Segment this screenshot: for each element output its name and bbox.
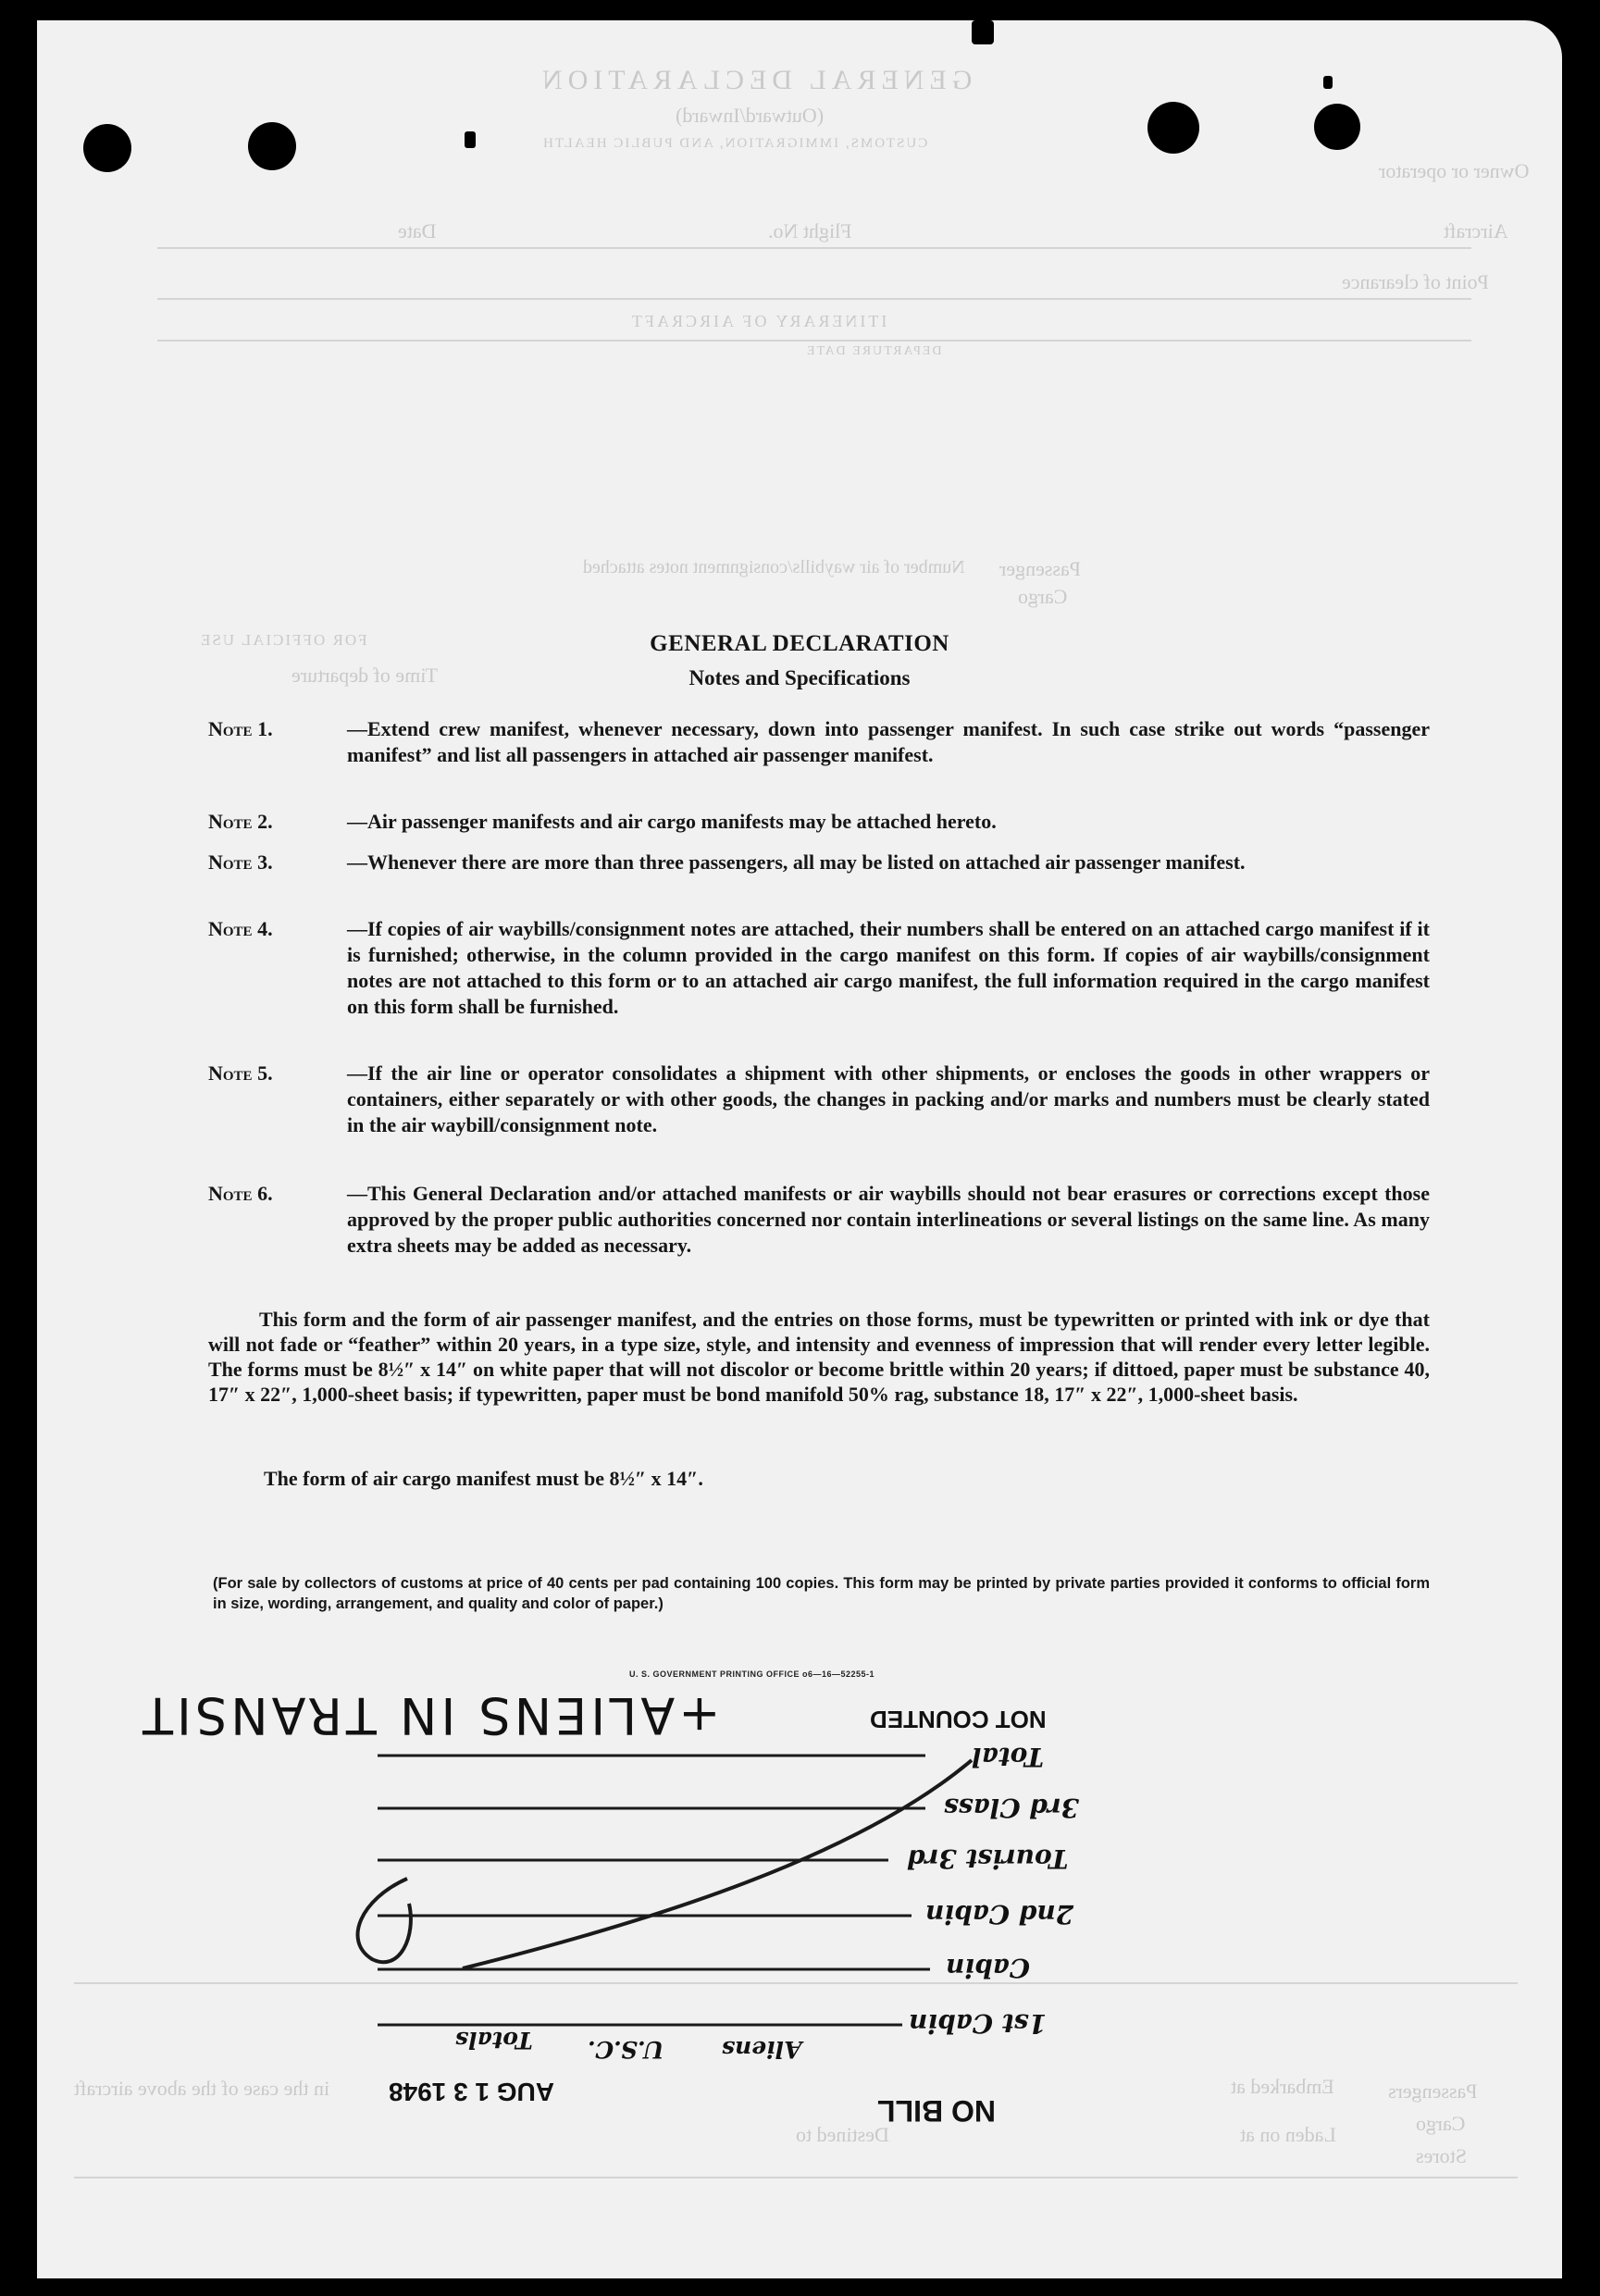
- bleed-rule-1: [157, 247, 1471, 249]
- note-5: [208, 1061, 1430, 1138]
- note-3: [208, 850, 1430, 875]
- bleed-rule-3: [157, 340, 1471, 341]
- note-6: [208, 1181, 1430, 1259]
- bleed-time-of-departure: Time of departure: [291, 664, 439, 687]
- punch-hole-right-1: [1147, 102, 1199, 154]
- note-text: —If copies of air waybills/consignment notes are attached, their numbers shall be entered on an attached cargo manifest if it is furnished; otherwise, in the column provided in the cargo manifest on this form. If copies of air waybills/consignment notes are not attached to this form or to an attached air cargo manifest, the full information required in the cargo manifest on this form shall be furnished.: [347, 917, 1430, 1018]
- declaration-page: [37, 20, 1562, 2278]
- note-label: Note 4.: [208, 917, 273, 940]
- punch-hole-center: [248, 122, 296, 170]
- stamp-third-class: 3rd Class: [944, 1793, 1080, 1823]
- stamp-total: Total: [972, 1742, 1045, 1772]
- bleed-passengers: Passengers: [1388, 2079, 1478, 2103]
- note-label: Note 1.: [208, 717, 273, 740]
- bleed-passenger: Passenger: [999, 557, 1081, 580]
- stamp-usc: U.S.C.: [588, 2036, 664, 2063]
- binding-mark: [972, 20, 994, 44]
- bleed-cargo-2: Cargo: [1416, 2112, 1466, 2135]
- bleed-in-the-case: in the case of the above aircraft: [74, 2077, 330, 2100]
- bleed-cargo: Cargo: [1018, 585, 1068, 608]
- bleed-outward-inward: (Outward/Inward): [676, 104, 825, 127]
- stamp-second-cabin: 2nd Cabin: [925, 1899, 1074, 1930]
- form-specification-paragraph: This form and the form of air passenger manifest, and the entries on those forms, must be typewritten or printed with ink or dye that will not fade or “feather” within 20 years, in a type size, style, and intensity and evenness of impression that will render every letter legible. The forms must be 8½″ x 14″ on white paper that will not discolor or become brittle within 20 years; if dittoed, paper must be substance 40, 17″ x 22″, 1,000-sheet basis; if typewritten, paper must be bond manifold 50% rag, substance 18, 17″ x 22″, 1,000-sheet basis.: [208, 1308, 1430, 1406]
- note-text: —Whenever there are more than three passengers, all may be listed on attached air passenger manifest.: [347, 850, 1246, 874]
- bleed-itinerary: ITINERARY OF AIRCRAFT: [629, 312, 887, 330]
- bleed-point-of-clearance: Point of clearance: [1342, 270, 1489, 293]
- bleed-aircraft: Aircraft: [1444, 219, 1508, 242]
- bleed-laden-on-at: Laden on at: [1240, 2123, 1336, 2146]
- note-4: [208, 916, 1430, 1020]
- bleed-departure-date: DEPARTURE DATE: [805, 344, 942, 358]
- note-2: [208, 809, 1430, 835]
- stamp-aliens: Aliens: [722, 2036, 802, 2063]
- no-bill-stamp: NO BILL: [877, 2094, 996, 2128]
- bleed-date: Date: [398, 219, 437, 242]
- cargo-form-line: The form of air cargo manifest must be 8½″ x 14″.: [264, 1467, 703, 1490]
- inverted-stamp-rules: [37, 20, 1562, 2278]
- bleed-destined-to: Destined to: [796, 2123, 889, 2146]
- bleed-embarked-at: Embarked at: [1231, 2075, 1334, 2098]
- note-text: —Air passenger manifests and air cargo manifests may be attached hereto.: [347, 810, 997, 833]
- punch-hole-right-2: [1314, 104, 1360, 150]
- date-stamp: AUG 1 3 1948: [389, 2078, 554, 2106]
- bleed-rule-4: [74, 1982, 1518, 1984]
- sale-note: (For sale by collectors of customs at price of 40 cents per pad containing 100 copies. This form may be printed by private parties provided it conforms to official form in size, wording, arrangement, and quality and color of paper.): [213, 1575, 1430, 1612]
- note-label: Note 2.: [208, 810, 273, 833]
- bleed-for-official-use: FOR OFFICIAL USE: [199, 631, 367, 649]
- not-counted-stamp: NOT COUNTED: [870, 1706, 1047, 1733]
- bleed-rule-5: [74, 2177, 1518, 2178]
- bleed-agencies: CUSTOMS, IMMIGRATION, AND PUBLIC HEALTH: [541, 136, 928, 151]
- stamp-cabin: Cabin: [946, 1953, 1030, 1983]
- bleed-title: GENERAL DECLARATION: [537, 65, 973, 95]
- stamp-tourist-third: Tourist 3rd: [907, 1843, 1069, 1874]
- document-heading: GENERAL DECLARATION: [650, 631, 949, 656]
- bleed-rule-2: [157, 298, 1471, 300]
- note-text: —This General Declaration and/or attached manifests or air waybills should not bear erasures or corrections except those approved by the proper public authorities concerned nor contain interlineations or several listings on the same line. As many extra sheets may be added as necessary.: [347, 1182, 1430, 1257]
- bleed-owner: Owner or operator: [1379, 159, 1530, 182]
- ink-speck-2: [1323, 76, 1333, 89]
- bleed-waybills: Number of air waybills/consignment notes attached: [583, 557, 965, 577]
- handwritten-aliens-in-transit: +ALIENS IN TRANSIT: [139, 1686, 721, 1744]
- printer-line: U. S. GOVERNMENT PRINTING OFFICE o6—16—52255-1: [629, 1669, 875, 1679]
- punch-hole-left: [83, 124, 131, 172]
- bleed-stores: Stores: [1416, 2144, 1467, 2167]
- note-label: Note 5.: [208, 1061, 273, 1085]
- note-text: —Extend crew manifest, whenever necessary, down into passenger manifest. In such case strike out words “passenger manifest” and list all passengers in attached air passenger manifest.: [347, 717, 1430, 766]
- note-label: Note 6.: [208, 1182, 273, 1205]
- note-text: —If the air line or operator consolidates a shipment with other shipments, or encloses the goods in other wrappers or containers, either separately or with other goods, the changes in packing and/or marks and numbers must be clearly stated in the air waybill/consignment note.: [347, 1061, 1430, 1136]
- note-1: [208, 716, 1430, 768]
- bleed-flight-no: Flight No.: [768, 219, 852, 242]
- stamp-totals: Totals: [455, 2027, 533, 2054]
- document-subheading: Notes and Specifications: [688, 666, 911, 689]
- stamp-first-cabin: 1st Cabin: [909, 2008, 1047, 2039]
- note-label: Note 3.: [208, 850, 273, 874]
- ink-speck: [465, 131, 476, 148]
